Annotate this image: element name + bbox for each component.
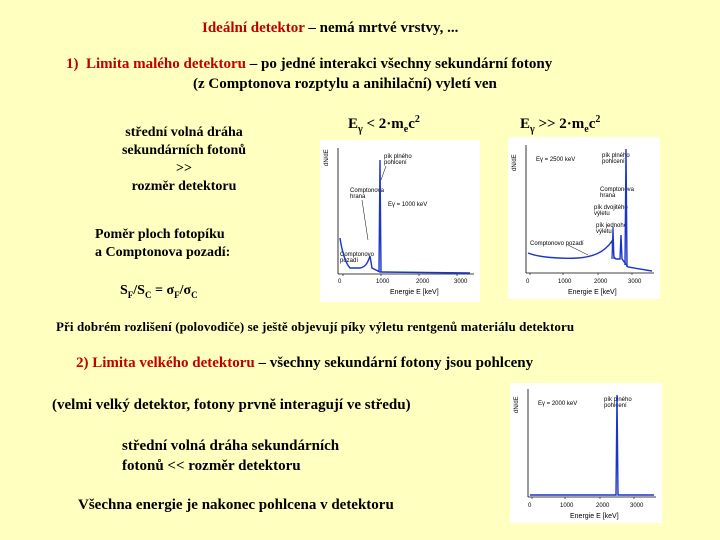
path-note xyxy=(96,124,272,196)
condition-right: $E_\gamma >> 2\cdot m_ec^2$ xyxy=(520,114,601,135)
path-note-2 xyxy=(122,436,339,476)
spectrum-b-tick-3: 3000 xyxy=(628,279,642,285)
section1-number: 1) xyxy=(66,56,79,72)
spectrum-c-ylabel: dN/dE xyxy=(514,396,520,413)
section1-rest: – po jedné interakci všechny sekundární fotony xyxy=(245,56,553,72)
spectrum-b-tick-2: 2000 xyxy=(594,279,608,285)
large-detector-note: (velmi velký detektor, fotony prvně interagují ve středu) xyxy=(52,397,411,413)
spectrum-large-detector xyxy=(510,383,662,523)
spectrum-b-peak-label-1: pík plného xyxy=(602,153,630,159)
spectrum-medium-detector xyxy=(508,137,660,299)
section2-rest: – všechny sekundární fotony jsou pohlceny xyxy=(254,355,534,371)
spectrum-c-xlabel: Energie E [keV] xyxy=(570,513,619,520)
spectrum-c-peak-label-1: pík plného xyxy=(604,397,632,403)
spectrum-b-tick-0: 0 xyxy=(526,279,530,285)
section1-line2: (z Comptonova rozptylu a anihilační) vyletí ven xyxy=(193,76,497,92)
spectrum-b-xlabel: Energie E [keV] xyxy=(568,289,617,296)
spectrum-c-energy: Eγ = 2000 keV xyxy=(538,401,578,407)
spectrum-a-tick-3: 3000 xyxy=(454,279,468,285)
spectrum-a-peak-label-1: pík plného xyxy=(384,154,412,160)
spectrum-b-tick-1: 1000 xyxy=(558,279,572,285)
section1-heading xyxy=(66,56,552,73)
path-note-2-line1: střední volná dráha sekundárních xyxy=(122,438,340,454)
spectrum-c-tick-1: 1000 xyxy=(560,503,574,509)
ratio-note xyxy=(95,226,230,262)
section2-number: 2) xyxy=(76,355,89,371)
path-note-line1: střední volná dráha xyxy=(125,125,243,140)
spectrum-a-tick-1: 1000 xyxy=(376,279,390,285)
title-rest: – nemá mrtvé vrstvy, ... xyxy=(304,20,459,36)
spectrum-c-peak-label-2: pohlcení xyxy=(604,403,627,409)
spectrum-b-double-label-1: pík dvojitého xyxy=(594,205,628,211)
spectrum-b-ylabel: dN/dE xyxy=(512,154,518,171)
path-note-line3: >> xyxy=(176,161,192,176)
spectrum-b-compton-label-2: hrana xyxy=(600,193,616,199)
ratio-formula: $S_F/S_C = \sigma_F/\sigma_C$ xyxy=(120,283,198,300)
path-note-line4: rozměr detektoru xyxy=(131,179,237,194)
spectrum-b-double-label-2: výletu xyxy=(594,211,610,217)
spectrum-a-xlabel: Energie E [keV] xyxy=(390,289,439,296)
spectrum-a-peak-label-2: pohlcení xyxy=(384,160,407,166)
spectrum-a-continuum-label-2: pozadí xyxy=(340,258,359,264)
page-title xyxy=(202,20,458,37)
spectrum-c-tick-2: 2000 xyxy=(596,503,610,509)
spectrum-b-peak-label-2: pohlcení xyxy=(602,159,625,165)
resolution-note: Při dobrém rozlišení (polovodiče) se ještě objevují píky výletu rentgenů materiálu detektoru xyxy=(56,319,575,334)
spectrum-a-energy: Eγ = 1000 keV xyxy=(388,202,428,208)
ratio-note-line1: Poměr ploch fotopíku xyxy=(95,227,225,242)
spectrum-c-tick-3: 3000 xyxy=(630,503,644,509)
final-note: Všechna energie je nakonec pohlcena v detektoru xyxy=(78,497,394,513)
spectrum-a-continuum-label-1: Comptonovo xyxy=(340,252,375,258)
section1-highlight: Limita malého detektoru xyxy=(86,56,246,72)
spectrum-b-continuum-label: Comptonovo pozadí xyxy=(530,241,584,247)
section2-heading xyxy=(76,355,533,372)
spectrum-a-compton-label-1: Comptonova xyxy=(350,188,385,194)
path-note-2-line2: fotonů << rozměr detektoru xyxy=(122,458,301,474)
spectrum-a-compton-label-2: hrana xyxy=(350,194,366,200)
ratio-note-line2: a Comptonova pozadí: xyxy=(95,245,231,260)
spectrum-a-ylabel: dN/dE xyxy=(324,149,330,166)
spectrum-a-tick-2: 2000 xyxy=(416,279,430,285)
section2-highlight: Limita velkého detektoru xyxy=(92,355,255,371)
spectrum-b-single-label-1: pík jednoho xyxy=(596,223,628,229)
title-highlight: Ideální detektor xyxy=(202,20,305,36)
spectrum-b-single-label-2: výletu xyxy=(596,229,612,235)
spectrum-b-compton-label-1: Comptonova xyxy=(600,187,635,193)
path-note-line2: sekundárních fotonů xyxy=(121,143,247,158)
condition-left: $E_\gamma < 2\cdot m_ec^2$ xyxy=(348,114,420,135)
spectrum-small-detector xyxy=(320,140,480,302)
spectrum-b-energy: Eγ = 2500 keV xyxy=(536,157,576,163)
spectrum-a-tick-0: 0 xyxy=(338,279,342,285)
spectrum-c-tick-0: 0 xyxy=(528,503,532,509)
